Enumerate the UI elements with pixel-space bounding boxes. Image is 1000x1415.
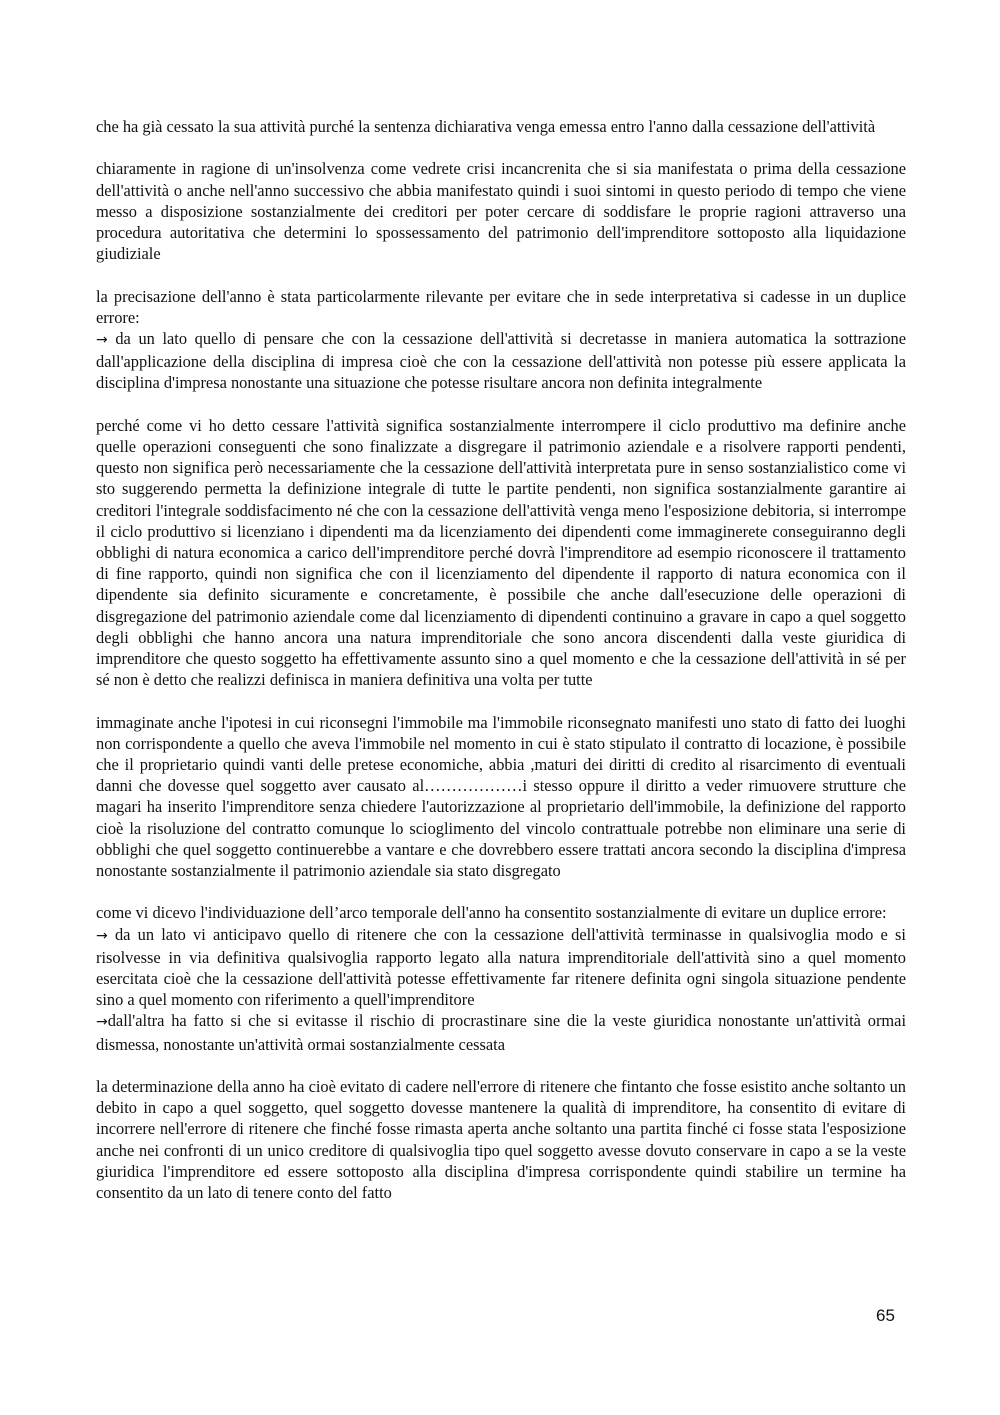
paragraph: la precisazione dell'anno è stata particolarmente rilevante per evitare che in sede interpretativa si cadesse in un duplice errore: <box>96 286 906 327</box>
paragraph: chiaramente in ragione di un'insolvenza come vedrete crisi incancrenita che si sia manifestata o prima della cessazione dell'attività o anche nell'anno successivo che abbia manifestato quindi i suoi sintomi in questo periodo di tempo che viene messo a disposizione sostanzialmente dei creditori per poter cercare di soddisfare le proprie ragioni attraverso una procedura autoritativa che determini lo spossessamento del patrimonio dell'imprenditore sottoposto alla liquidazione giudiziale <box>96 159 906 264</box>
page-number: 65 <box>876 1306 895 1325</box>
arrow-icon: → <box>96 332 108 348</box>
paragraph: come vi dicevo l'individuazione dell’arco temporale dell'anno ha consentito sostanzialmente di evitare un duplice errore: <box>96 903 887 923</box>
arrow-paragraph <box>96 328 906 394</box>
arrow-icon: → <box>96 1014 108 1031</box>
paragraph-text: da un lato vi anticipavo quello di ritenere che con la cessazione dell'attività terminasse in qualsivoglia modo e si risolvesse in via definitiva qualsivoglia rapporto legato alla natura imprenditoriale dell'attività sino a quel momento esercitata cioè che la cessazione dell'attività potesse effettivamente far ritenere definita ogni singola situazione pendente sino a quel momento con riferimento a quell'imprenditore <box>96 924 906 1010</box>
paragraph-text: dall'altra ha fatto si che si evitasse il rischio di procrastinare sine die la veste giuridica nonostante un'attività ormai dismessa, nonostante un'attività ormai sostanzialmente cessata <box>96 1011 906 1054</box>
paragraph: immaginate anche l'ipotesi in cui riconsegni l'immobile ma l'immobile riconsegnato manifesti uno stato di fatto dei luoghi non corrispondente a quello che aveva l'immobile nel momento in cui è stato stipulato il contratto di locazione, è possibile che il proprietario quindi vanti delle pretese economiche, abbia ,maturi dei diritti di credito al risarcimento di eventuali danni che dovesse quel soggetto aver causato al………………i stesso oppure il diritto a veder rimuovere strutture che magari ha inserito l'imprenditore senza chiedere l'autorizzazione al proprietario dell'immobile, la definizione del rapporto cioè la risoluzione del contratto comunque lo scioglimento del vincolo contrattuale potrebbe non eliminare una serie di obblighi che quel soggetto continuerebbe a vantare e che dovrebbero essere trattati ancora secondo la disciplina d'impresa nonostante sostanzialmente il patrimonio aziendale sia stato disgregato <box>96 712 906 881</box>
paragraph: perché come vi ho detto cessare l'attività significa sostanzialmente interrompere il ciclo produttivo ma definire anche quelle operazioni conseguenti che sono finalizzate a disgregare il patrimonio aziendale e a risolvere rapporti pendenti, questo non significa però necessariamente che la cessazione dell'attività interpretata pure in senso sostanzialistico come vi sto suggerendo permetta la definizione integrale di tutte le partite pendenti, non significa sostanzialmente garantire ai creditori l'integrale soddisfacimento né che con la cessazione dell'attività venga meno l'esposizione debitoria, si interrompe il ciclo produttivo si licenziano i dipendenti ma da licenziamento dei dipendenti come immaginerete conseguiranno degli obblighi di natura economica a carico dell'imprenditore perché dovrà l'imprenditore ad esempio riconoscere il trattamento di fine rapporto, quindi non significa che con il licenziamento del dipendente il rapporto di natura economica con il dipendente sia definito sicuramente e concretamente, è possibile che anche dall'esecuzione delle operazioni di disgregazione del patrimonio aziendale come dal licenziamento di dipendenti continuino a gravare in capo a quel soggetto degli obblighi che hanno ancora una natura imprenditoriale che sono ancora discendenti dalla veste giuridica di imprenditore che questo soggetto ha effettivamente assunto sino a quel momento e che la cessazione dell'attività in sé per sé non è detto che realizzi definisca in maniera definitiva una volta per tutte <box>96 415 906 690</box>
arrow-paragraph <box>96 924 906 1011</box>
paragraph: la determinazione della anno ha cioè evitato di cadere nell'errore di ritenere che fintanto che fosse esistito anche soltanto un debito in capo a quel soggetto, quel soggetto dovesse mantenere la qualità di imprenditore, ha consentito di evitare di incorrere nell'errore di ritenere che finché fosse rimasta aperta anche soltanto una partita finché ci fosse stata l'esposizione anche nei confronti di un unico creditore di qualsivoglia tipo quel soggetto avesse dovuto conservare in capo a se la veste giuridica l'imprenditore ed essere sottoposto alla disciplina d'impresa corrispondente quindi stabilire un termine ha consentito da un lato di tenere conto del fatto <box>96 1077 906 1203</box>
document-body <box>96 116 906 1224</box>
paragraph: che ha già cessato la sua attività purché la sentenza dichiarativa venga emessa entro l'anno dalla cessazione dell'attività <box>96 117 876 136</box>
paragraph-text: da un lato quello di pensare che con la cessazione dell'attività si decretasse in maniera automatica la sottrazione dall'applicazione della disciplina di impresa cioè che con la cessazione dell'attività non potesse più essere applicata la disciplina d'impresa nonostante una situazione che potesse risultare ancora non definita integralmente <box>96 329 906 393</box>
arrow-icon: → <box>96 927 108 944</box>
arrow-paragraph <box>96 1010 906 1054</box>
